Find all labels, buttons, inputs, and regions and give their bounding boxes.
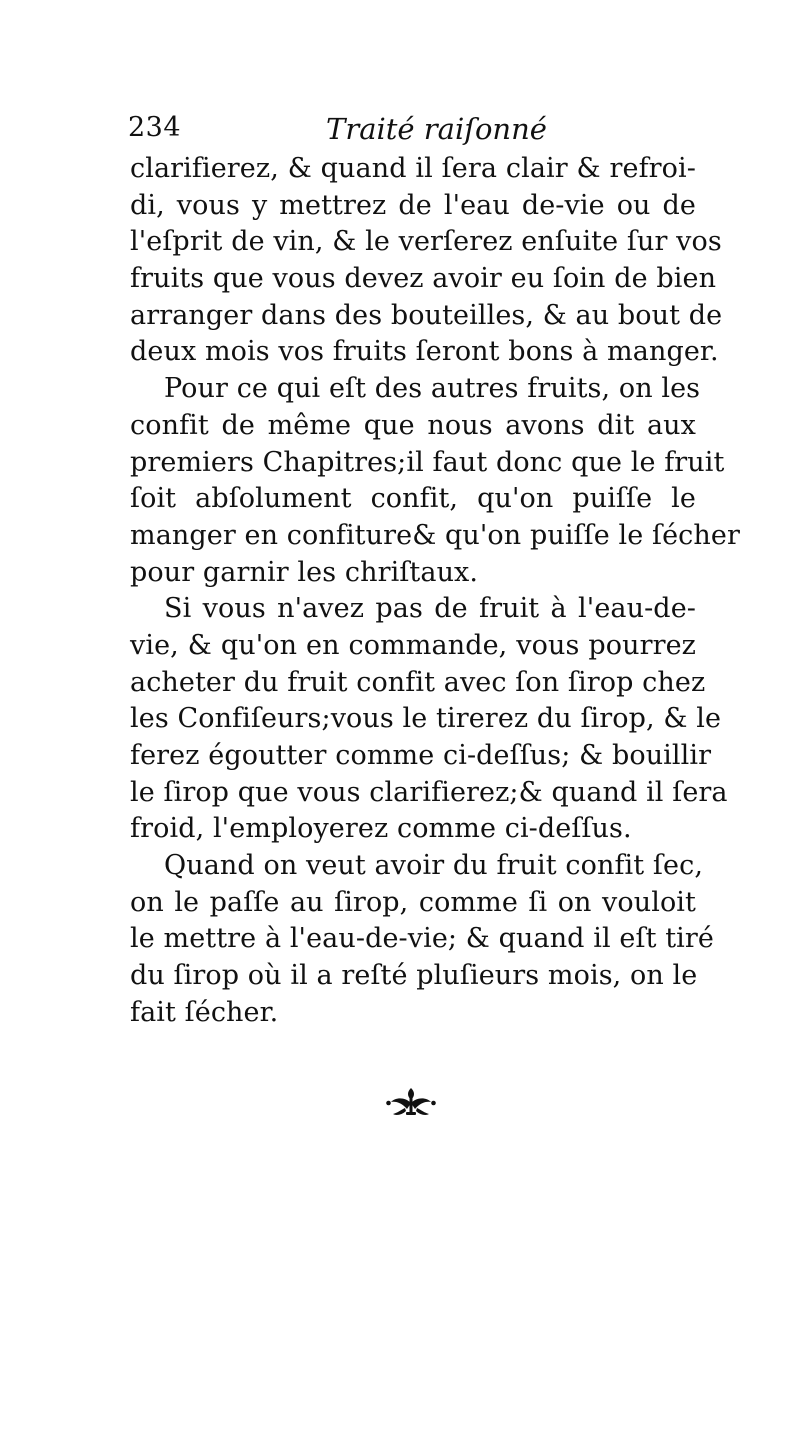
text-line: du ſirop où il a reſté pluſieurs mois, on le (130, 960, 698, 992)
text-line: on le paſſe au ſirop, comme ſi on vouloit (130, 886, 696, 918)
fleuron-ornament-icon (384, 1085, 438, 1119)
paragraph-start-line: Si vous n'avez pas de fruit à l'eau-de- (164, 593, 696, 625)
page-number: 234 (128, 112, 182, 143)
text-line: acheter du fruit confit avec ſon ſirop chez (130, 666, 706, 698)
text-line: di, vous y mettrez de l'eau de-vie ou de (130, 189, 696, 221)
text-line: premiers Chapitres;il faut donc que le fruit (130, 446, 725, 478)
text-line: pour garnir les chriſtaux. (130, 556, 479, 588)
page-header (128, 112, 698, 152)
text-line: arranger dans des bouteilles, & au bout de (130, 299, 723, 331)
text-line: le mettre à l'eau-de-vie; & quand il eſt tiré (130, 923, 714, 955)
body-text (130, 151, 740, 1032)
paragraph-start-line: Pour ce qui eſt des autres fruits, on les (164, 373, 701, 405)
text-line: froid, l'employerez comme ci-deſſus. (130, 813, 632, 845)
text-line: clarifierez, & quand il ſera clair & refroi- (130, 153, 696, 184)
text-line: confit de même que nous avons dit aux (130, 409, 696, 441)
text-line: ſoit abſolument confit, qu'on puiſſe le (130, 483, 696, 515)
text-line: fruits que vous devez avoir eu ſoin de bien (130, 263, 717, 295)
text-line: ferez égoutter comme ci-deſſus; & bouillir (130, 740, 712, 771)
text-line: les Confiſeurs;vous le tirerez du ſirop, & le (130, 703, 722, 735)
text-line: fait ſécher. (130, 996, 279, 1028)
paragraph-start-line: Quand on veut avoir du fruit confit ſec, (164, 850, 704, 882)
text-line: vie, & qu'on en commande, vous pourrez (130, 629, 696, 661)
running-title: Traité raiſonné (326, 112, 547, 146)
text-line: manger en confiture& qu'on puiſſe le ſécher (130, 519, 740, 551)
text-line: le ſirop que vous clarifierez;& quand il ſera (130, 776, 728, 808)
text-line: deux mois vos fruits ſeront bons à manger. (130, 336, 719, 368)
text-line: l'eſprit de vin, & le verſerez enſuite ſur vos (130, 226, 722, 258)
